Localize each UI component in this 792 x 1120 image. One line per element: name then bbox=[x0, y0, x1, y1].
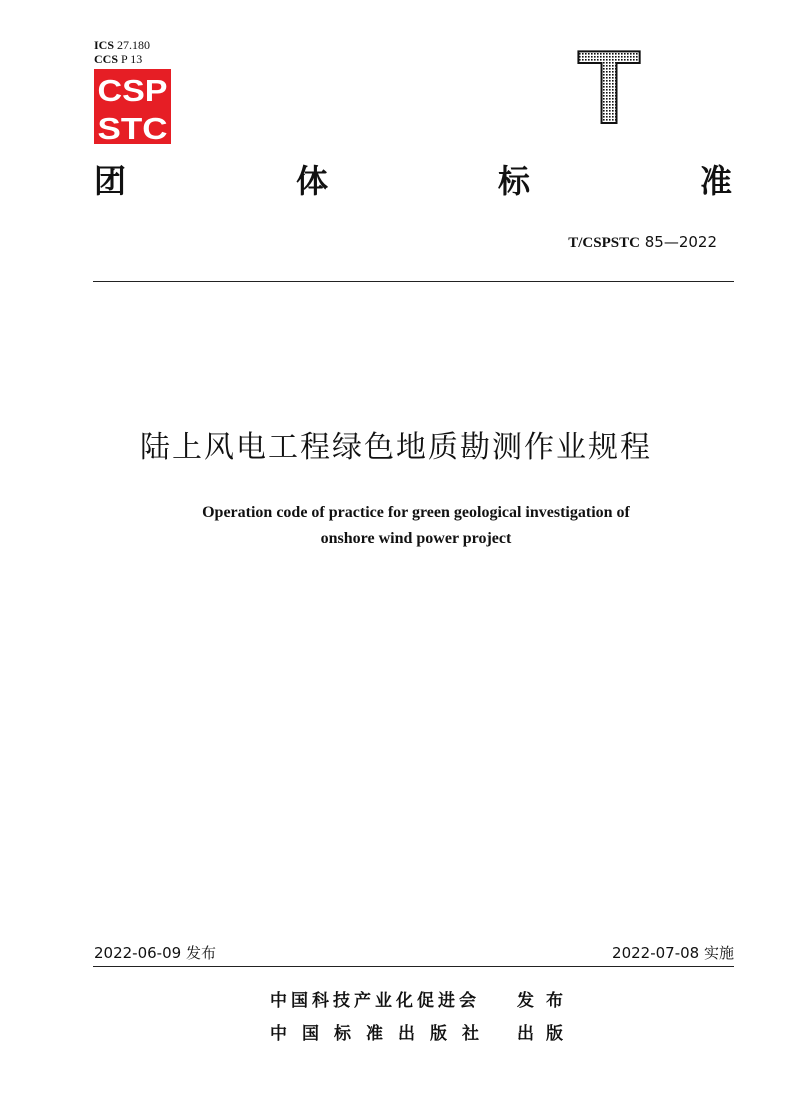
category-char-4: 准 bbox=[700, 162, 733, 200]
footer-divider bbox=[93, 966, 734, 967]
title-chinese: 陆上风电工程绿色地质勘测作业规程 bbox=[140, 430, 652, 465]
category-char-3: 标 bbox=[498, 162, 531, 200]
category-char-2: 体 bbox=[296, 162, 329, 200]
type-letter: T bbox=[577, 47, 641, 127]
standard-code: 85—2022 bbox=[644, 233, 717, 251]
publisher-role: 发布 bbox=[517, 991, 575, 1011]
standard-prefix: T/CSPSTC bbox=[568, 235, 640, 251]
category-char-1: 团 bbox=[94, 162, 127, 200]
implement-date: 2022-07-08 实施 bbox=[612, 944, 734, 962]
standard-number bbox=[568, 233, 717, 252]
classification-codes bbox=[94, 38, 150, 66]
cspstc-logo bbox=[94, 69, 171, 144]
ics-value: 27.180 bbox=[117, 38, 151, 52]
publisher-org: 中国科技产业化促进会 bbox=[270, 991, 480, 1011]
title-english-line-1: Operation code of practice for green geological investigation of bbox=[202, 504, 630, 521]
issue-date: 2022-06-09 发布 bbox=[94, 944, 216, 962]
press-role: 出版 bbox=[517, 1024, 575, 1044]
logo-line-1: CSP bbox=[97, 73, 168, 108]
header-divider bbox=[93, 281, 734, 282]
ics-code bbox=[94, 38, 150, 52]
ics-label: ICS bbox=[94, 38, 115, 52]
title-english bbox=[96, 500, 736, 552]
press-org: 中国标准出版社 bbox=[270, 1024, 494, 1044]
title-english-line-2: onshore wind power project bbox=[320, 530, 512, 547]
ccs-value: P 13 bbox=[121, 52, 143, 66]
ccs-label: CCS bbox=[94, 52, 119, 66]
ccs-code bbox=[94, 52, 150, 66]
logo-line-2: STC bbox=[97, 111, 168, 144]
standard-type-mark bbox=[576, 47, 642, 127]
